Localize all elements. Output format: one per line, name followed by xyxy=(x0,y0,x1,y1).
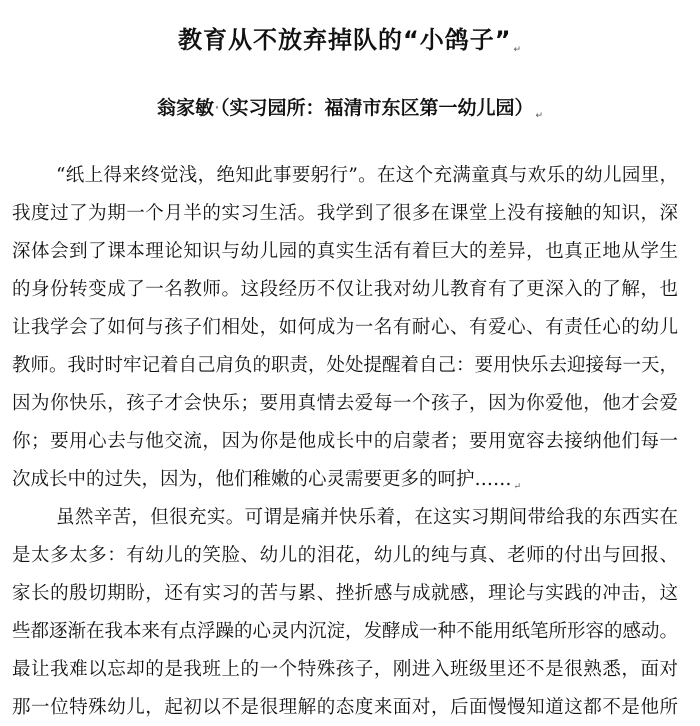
paragraph-line: 些都逐渐在我本来有点浮躁的心灵内沉淀，发酵成一种不能用纸笔所形容的感动。 xyxy=(12,621,679,642)
paragraph-line: 的身份转变成了一名教师。这段经历不仅让我对幼儿教育有了更深入的了解，也 xyxy=(12,279,678,300)
paragraph-line: “纸上得来终觉浅，绝知此事要躬行”。在这个充满童真与欢乐的幼儿园里， xyxy=(56,165,678,186)
title-text: 教育从不放弃掉队的“小鸽子” xyxy=(177,26,512,54)
author-name: 翁家敏 xyxy=(156,97,214,119)
paragraph-line: 让我学会了如何与孩子们相处，如何成为一名有耐心、有爱心、有责任心的幼儿 xyxy=(12,317,678,338)
author-separator: · xyxy=(213,97,220,119)
affiliation-text: （实习园所：福清市东区第一幼儿园） xyxy=(220,97,534,119)
paragraph-line: 家长的殷切期盼，还有实习的苦与累、挫折感与成就感，理论与实践的冲击，这 xyxy=(12,583,678,604)
paragraph-line-last xyxy=(12,462,678,498)
paragraph-mark-icon: ↵ xyxy=(513,482,522,492)
paragraph-line: 是太多太多：有幼儿的笑脸、幼儿的泪花，幼儿的纯与真、老师的付出与回报、 xyxy=(12,545,678,566)
paragraph-line: 你；要用心去与他交流，因为你是他成长中的启蒙者；要用宽容去接纳他们每一 xyxy=(12,431,678,452)
paragraph-line: 最让我难以忘却的是我班上的一个特殊孩子，刚进入班级里还不是很熟悉，面对 xyxy=(12,659,678,680)
paragraph-line: 虽然辛苦，但很充实。可谓是痛并快乐着，在这实习期间带给我的东西实在 xyxy=(56,507,678,528)
document-title xyxy=(0,22,700,68)
paragraph-mark-icon: ↵ xyxy=(535,111,544,121)
paragraph-line: 深体会到了课本理论知识与幼儿园的真实生活有着巨大的差异，也真正地从学生 xyxy=(12,241,678,262)
document-subtitle xyxy=(0,92,700,132)
paragraph-line: 教师。我时时牢记着自己肩负的职责，处处提醒着自己：要用快乐去迎接每一天， xyxy=(12,355,679,376)
paragraph-line: 因为你快乐，孩子才会快乐；要用真情去爱每一个孩子，因为你爱他，他才会爱 xyxy=(12,393,678,414)
paragraph-mark-icon: ↵ xyxy=(513,45,523,55)
paragraph-line: 那一位特殊幼儿，起初以不是很理解的态度来面对，后面慢慢知道这都不是他所 xyxy=(12,697,678,718)
paragraph-line: 我度过了为期一个月半的实习生活。我学到了很多在课堂上没有接触的知识，深 xyxy=(12,203,678,224)
paragraph-line-text: 次成长中的过失，因为，他们稚嫩的心灵需要更多的呵护…… xyxy=(12,469,512,490)
